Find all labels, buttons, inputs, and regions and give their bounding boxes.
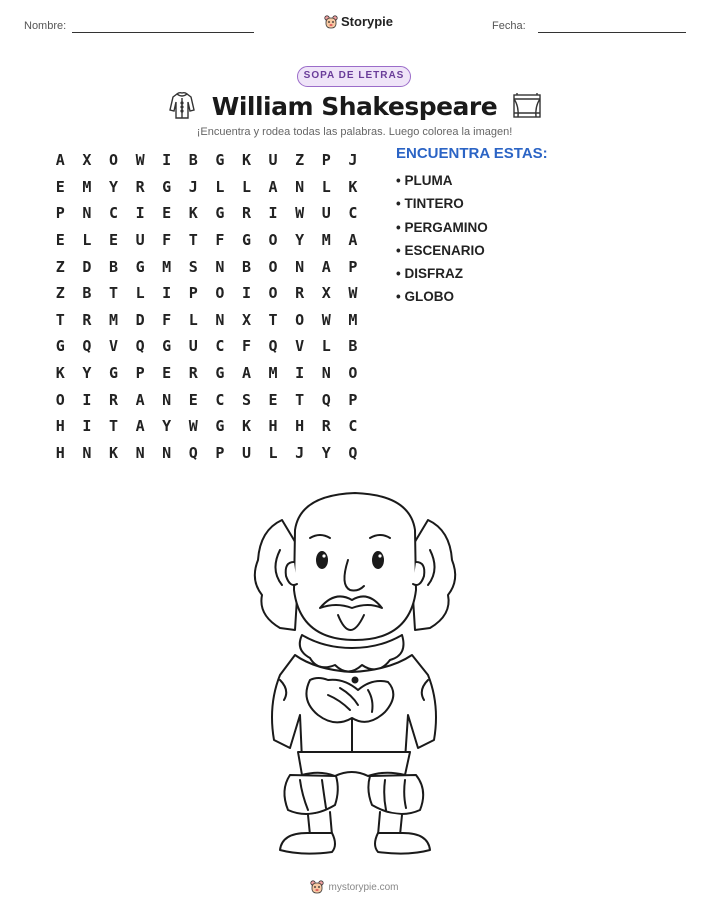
grid-letter[interactable]: P: [321, 151, 331, 170]
grid-letter[interactable]: Z: [55, 257, 65, 276]
grid-letter[interactable]: G: [135, 257, 145, 276]
grid-letter[interactable]: G: [215, 417, 225, 436]
grid-letter[interactable]: L: [321, 337, 331, 356]
grid-letter[interactable]: O: [55, 390, 65, 409]
grid-letter[interactable]: F: [215, 231, 225, 250]
grid-letter[interactable]: L: [82, 231, 92, 250]
grid-letter[interactable]: P: [135, 364, 145, 383]
grid-letter[interactable]: Z: [295, 151, 305, 170]
grid-row: [47, 174, 366, 201]
word-list-item: • ESCENARIO: [396, 242, 485, 258]
grid-row: [47, 360, 366, 387]
grid-letter[interactable]: C: [215, 337, 225, 356]
word-list-item: • PLUMA: [396, 173, 453, 188]
grid-letter[interactable]: D: [135, 310, 145, 329]
grid-letter[interactable]: I: [162, 284, 172, 303]
word-list-item: • TINTERO: [396, 196, 464, 212]
grid-letter[interactable]: I: [241, 284, 251, 303]
grid-row: [47, 227, 366, 254]
grid-letter[interactable]: T: [295, 390, 305, 409]
grid-letter[interactable]: C: [215, 390, 225, 409]
grid-letter[interactable]: D: [82, 257, 92, 276]
grid-letter[interactable]: I: [82, 390, 92, 409]
grid-letter[interactable]: Q: [268, 337, 278, 356]
grid-letter[interactable]: E: [55, 231, 65, 250]
grid-letter[interactable]: L: [135, 284, 145, 303]
grid-letter[interactable]: E: [55, 177, 65, 196]
grid-letter[interactable]: X: [82, 151, 92, 170]
grid-letter[interactable]: Q: [348, 443, 358, 462]
grid-letter[interactable]: L: [241, 177, 251, 196]
grid-letter[interactable]: L: [215, 177, 225, 196]
grid-letter[interactable]: B: [188, 151, 198, 170]
grid-letter[interactable]: U: [135, 231, 145, 250]
grid-letter[interactable]: N: [295, 177, 305, 196]
grid-letter[interactable]: M: [162, 257, 172, 276]
grid-letter[interactable]: A: [135, 390, 145, 409]
grid-letter[interactable]: W: [188, 417, 198, 436]
name-line: [72, 32, 254, 33]
grid-letter[interactable]: L: [188, 310, 198, 329]
grid-letter[interactable]: T: [108, 284, 118, 303]
grid-letter[interactable]: E: [268, 390, 278, 409]
grid-letter[interactable]: W: [321, 310, 331, 329]
footer-url: mystorypie.com: [328, 881, 399, 893]
grid-letter[interactable]: U: [321, 204, 331, 223]
grid-letter[interactable]: N: [295, 257, 305, 276]
grid-letter[interactable]: I: [162, 151, 172, 170]
grid-letter[interactable]: Y: [295, 231, 305, 250]
grid-letter[interactable]: L: [268, 443, 278, 462]
grid-letter[interactable]: Q: [82, 337, 92, 356]
grid-letter[interactable]: Q: [188, 443, 198, 462]
page-title: William Shakespeare: [211, 91, 498, 121]
footer: [0, 880, 709, 894]
grid-letter[interactable]: L: [321, 177, 331, 196]
grid-letter[interactable]: O: [108, 151, 118, 170]
grid-letter[interactable]: R: [82, 310, 92, 329]
grid-letter[interactable]: E: [188, 390, 198, 409]
grid-letter[interactable]: I: [82, 417, 92, 436]
grid-letter[interactable]: G: [55, 337, 65, 356]
instructions: ¡Encuentra y rodea todas las palabras. Luego colorea la imagen!: [196, 126, 513, 138]
grid-letter[interactable]: N: [215, 310, 225, 329]
grid-letter[interactable]: E: [162, 204, 172, 223]
grid-letter[interactable]: C: [108, 204, 118, 223]
grid-letter[interactable]: B: [241, 257, 251, 276]
grid-row: [47, 333, 366, 360]
grid-letter[interactable]: T: [268, 310, 278, 329]
grid-letter[interactable]: Z: [55, 284, 65, 303]
doublet-costume-icon: [166, 90, 198, 122]
date-label: Fecha:: [492, 20, 526, 32]
grid-letter[interactable]: V: [108, 337, 118, 356]
grid-letter[interactable]: S: [188, 257, 198, 276]
grid-letter[interactable]: M: [321, 231, 331, 250]
bear-icon: [310, 880, 324, 894]
grid-letter[interactable]: T: [108, 417, 118, 436]
grid-letter[interactable]: G: [162, 337, 172, 356]
grid-letter[interactable]: A: [321, 257, 331, 276]
grid-letter[interactable]: R: [241, 204, 251, 223]
grid-row: [47, 253, 366, 280]
grid-letter[interactable]: O: [268, 231, 278, 250]
grid-letter[interactable]: R: [321, 417, 331, 436]
activity-badge: SOPA DE LETRAS: [297, 66, 411, 87]
grid-letter[interactable]: G: [215, 364, 225, 383]
grid-letter[interactable]: G: [162, 177, 172, 196]
grid-row: [47, 440, 366, 467]
grid-letter[interactable]: B: [108, 257, 118, 276]
grid-letter[interactable]: N: [82, 443, 92, 462]
grid-letter[interactable]: P: [55, 204, 65, 223]
grid-letter[interactable]: R: [135, 177, 145, 196]
grid-row: [47, 147, 366, 174]
grid-letter[interactable]: A: [348, 231, 358, 250]
grid-letter[interactable]: I: [268, 204, 278, 223]
word-list-item: • DISFRAZ: [396, 266, 463, 282]
grid-letter[interactable]: O: [215, 284, 225, 303]
shakespeare-illustration: [240, 490, 470, 860]
grid-letter[interactable]: X: [241, 310, 251, 329]
grid-letter[interactable]: M: [348, 310, 358, 329]
grid-letter[interactable]: G: [241, 231, 251, 250]
grid-letter[interactable]: G: [215, 151, 225, 170]
grid-letter[interactable]: S: [241, 390, 251, 409]
word-list-item: • PERGAMINO: [396, 219, 488, 235]
grid-letter[interactable]: Y: [321, 443, 331, 462]
grid-letter[interactable]: J: [348, 151, 358, 170]
grid-row: [47, 413, 366, 440]
title-row: [0, 90, 709, 122]
grid-letter[interactable]: T: [188, 231, 198, 250]
grid-letter[interactable]: B: [348, 337, 358, 356]
grid-letter[interactable]: F: [162, 310, 172, 329]
grid-letter[interactable]: N: [215, 257, 225, 276]
name-label: Nombre:: [24, 20, 67, 32]
grid-letter[interactable]: H: [55, 417, 65, 436]
grid-letter[interactable]: U: [241, 443, 251, 462]
grid-letter[interactable]: K: [241, 417, 251, 436]
grid-letter[interactable]: G: [108, 364, 118, 383]
grid-letter[interactable]: M: [108, 310, 118, 329]
word-list-item: • GLOBO: [396, 289, 454, 305]
grid-letter[interactable]: E: [162, 364, 172, 383]
grid-letter[interactable]: F: [162, 231, 172, 250]
grid-letter[interactable]: A: [268, 177, 278, 196]
grid-letter[interactable]: G: [215, 204, 225, 223]
grid-letter[interactable]: K: [55, 364, 65, 383]
grid-row: [47, 386, 366, 413]
grid-letter[interactable]: K: [241, 151, 251, 170]
grid-letter[interactable]: J: [188, 177, 198, 196]
grid-letter[interactable]: A: [135, 417, 145, 436]
grid-letter[interactable]: Y: [108, 177, 118, 196]
grid-row: [47, 307, 366, 334]
grid-letter[interactable]: P: [215, 443, 225, 462]
grid-letter[interactable]: V: [295, 337, 305, 356]
grid-letter[interactable]: O: [295, 310, 305, 329]
grid-letter[interactable]: Y: [162, 417, 172, 436]
grid-letter[interactable]: C: [348, 204, 358, 223]
grid-letter[interactable]: C: [348, 417, 358, 436]
word-list: [396, 172, 488, 312]
grid-letter[interactable]: W: [295, 204, 305, 223]
date-field: [492, 20, 526, 32]
grid-letter[interactable]: M: [82, 177, 92, 196]
grid-letter[interactable]: P: [348, 257, 358, 276]
grid-letter[interactable]: A: [55, 151, 65, 170]
grid-letter[interactable]: N: [162, 443, 172, 462]
grid-letter[interactable]: I: [135, 204, 145, 223]
grid-row: [47, 280, 366, 307]
grid-letter[interactable]: N: [135, 443, 145, 462]
grid-letter[interactable]: W: [348, 284, 358, 303]
grid-letter[interactable]: T: [55, 310, 65, 329]
grid-letter[interactable]: Q: [321, 390, 331, 409]
grid-letter[interactable]: A: [241, 364, 251, 383]
grid-letter[interactable]: E: [108, 231, 118, 250]
letter-grid: [47, 147, 366, 466]
grid-letter[interactable]: Q: [135, 337, 145, 356]
grid-letter[interactable]: N: [162, 390, 172, 409]
grid-letter[interactable]: P: [188, 284, 198, 303]
grid-letter[interactable]: H: [268, 417, 278, 436]
grid-letter[interactable]: K: [108, 443, 118, 462]
grid-letter[interactable]: O: [348, 364, 358, 383]
bear-icon: [324, 15, 338, 29]
grid-letter[interactable]: R: [188, 364, 198, 383]
brand-logo: [324, 14, 393, 29]
grid-letter[interactable]: N: [82, 204, 92, 223]
grid-letter[interactable]: O: [268, 284, 278, 303]
grid-letter[interactable]: W: [135, 151, 145, 170]
brand-name: Storypie: [341, 14, 394, 29]
grid-letter[interactable]: H: [295, 417, 305, 436]
grid-letter[interactable]: X: [321, 284, 331, 303]
grid-letter[interactable]: I: [295, 364, 305, 383]
grid-letter[interactable]: J: [295, 443, 305, 462]
grid-letter[interactable]: N: [321, 364, 331, 383]
name-field: [24, 20, 66, 32]
grid-letter[interactable]: B: [82, 284, 92, 303]
grid-row: [47, 200, 366, 227]
date-line: [538, 32, 686, 33]
theater-stage-icon: [511, 90, 543, 122]
grid-letter[interactable]: F: [241, 337, 251, 356]
grid-letter[interactable]: O: [268, 257, 278, 276]
grid-letter[interactable]: K: [188, 204, 198, 223]
grid-letter[interactable]: U: [268, 151, 278, 170]
grid-letter[interactable]: P: [348, 390, 358, 409]
grid-letter[interactable]: U: [188, 337, 198, 356]
grid-letter[interactable]: R: [108, 390, 118, 409]
word-list-heading: ENCUENTRA ESTAS:: [396, 145, 548, 162]
grid-letter[interactable]: M: [268, 364, 278, 383]
grid-letter[interactable]: H: [55, 443, 65, 462]
grid-letter[interactable]: K: [348, 177, 358, 196]
grid-letter[interactable]: R: [295, 284, 305, 303]
grid-letter[interactable]: Y: [82, 364, 92, 383]
